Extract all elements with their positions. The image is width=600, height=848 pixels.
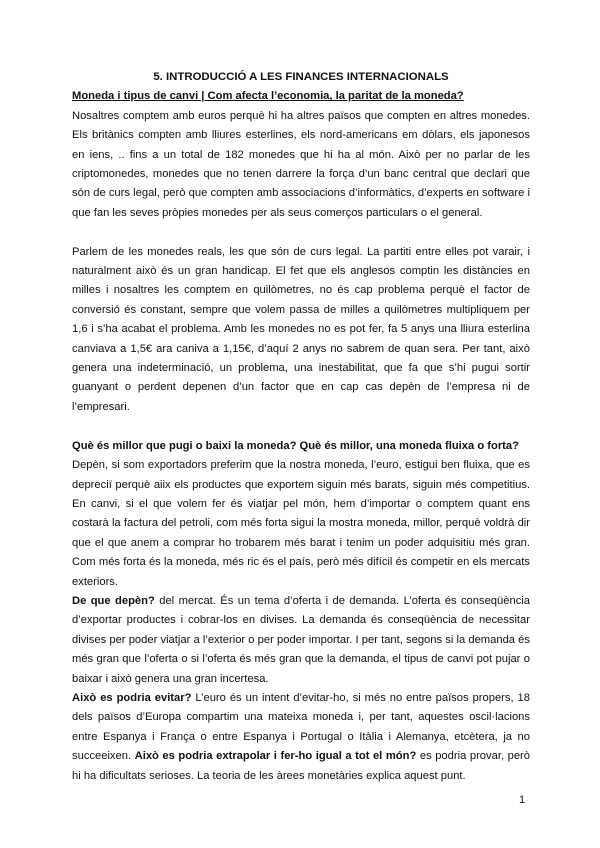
section-title: 5. INTRODUCCIÓ A LES FINANCES INTERNACIONALS (153, 71, 449, 83)
paragraph-5-text: L’euro és un intent d’evitar-ho, si més no entre països propers, 18 dels països d’Europa compartim una mateixa moneda i, per tant, aquestes oscil·lacions entre Espanya i França o entre Espanya i Portugal o Itàlia i Alemanya, etcètera, ja no succeeixen. (72, 691, 530, 763)
question-heading-1: Què és millor que pugi o baixi la moneda? Què és millor, una moneda fluixa o forta? (72, 439, 519, 452)
paragraph-4 (72, 592, 530, 689)
paragraph-3: Depèn, si som exportadors preferim que la nostra moneda, l’euro, estigui ben fluixa, que es depreciï perquè aiix els productes que exportem siguin més barats, siguin més competitius. En canvi, si el que volem fer és viatjar pel món, hem d’importar o comptem quant ens costarà la factura del petroli, com més forta sigui la mostra moneda, millor, perquè voldrà dir que el que anem a comprar ho trobarem més barat i tenim un poder adquisitiu més gran. Com més forta és la moneda, més ric és el país, però més difícil és competir en els mercats exteriors. (72, 459, 530, 588)
paragraph-2: Parlem de les monedes reals, les que són de curs legal. La partiti entre elles pot varair, i naturalment això és un gran handicap. El fet que els anglesos comptin les distàncies en milles i nosaltres les comptem en quilòmetres, no és cap problema perquè el factor de conversió és constant, sempre que volem passa de milles a quilòmetres multipliquem per 1,6 i s’ha acabat el problema. Amb les monedes no es pot fer, fa 5 anys una lliura esterlina canviava a 1,5€ ara caniva a 1,15€, d’aquí 2 anys no sabrem de quan sera. Per tant, això genera una indeterminació, un problema, una inestabilitat, que fa que s’hi pugui sortir guanyant o perdent depenen d’un factor que en cap cas depèn de l’empresa ni de l’empresari. (72, 245, 530, 413)
paragraph-4-text: del mercat. És un tema d’oferta i de demanda. L’oferta és conseqüència d’exportar productes i cobrar-los en divises. La demanda és conseqüència de necessitar divises per poder viatjar a l’exterior o per poder importar. I per tant, segons si la demanda és més gran que l’oferta o si l’oferta és més gran que la demanda, el tipus de canvi pot pujar o baixar i això genera una gran incertesa. (72, 594, 530, 685)
paragraph-6-text: es podria provar, però hi ha dificultats serioses. La teoria de les àrees monetàries explica aquest punt. (72, 750, 530, 782)
paragraph-1: Nosaltres comptem amb euros perquè hi ha altres països que compten en altres monedes. Els britànics compten amb lliures esterlines, els nord-americans em dòlars, els japonesos en iens, .. fins a un total de 182 monedes que hi ha al món. Això per no parlar de les criptomonedes, monedes que no tenen darrere la força d’un banc central que declari que són de curs legal, però que compten amb associacions d’informàtics, d’experts en software i que fan les seves pròpies monedes per als seus comerços particulars o el general. (72, 109, 530, 219)
section-subtitle: Moneda i tipus de canvi | Com afecta l’economia, la paritat de la moneda? (72, 90, 464, 103)
paragraph-5 (72, 689, 530, 786)
paragraph-gap (72, 223, 530, 242)
paragraph-gap (72, 417, 530, 436)
question-inline-2: De que depèn? (72, 594, 155, 607)
document-body (72, 68, 530, 786)
question-inline-3: Això es podria evitar? (72, 691, 192, 704)
page-number: 1 (519, 794, 526, 806)
question-inline-4: Això es podria extrapolar i fer-ho igual a tot el món? (134, 750, 417, 763)
